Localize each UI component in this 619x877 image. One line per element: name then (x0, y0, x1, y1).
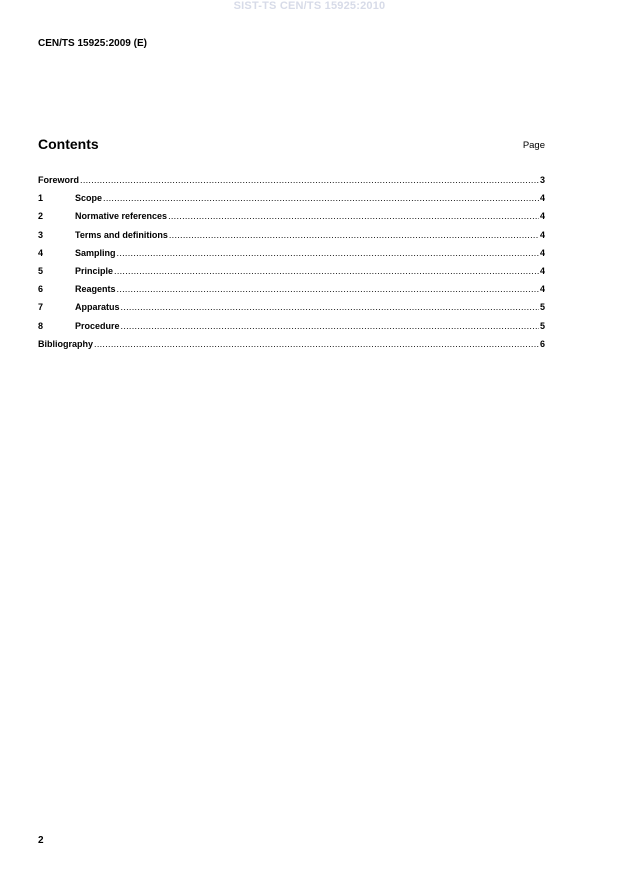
toc-entry-normative-references[interactable] (38, 211, 545, 229)
toc-leader-dots (80, 175, 539, 185)
toc-entry-principle[interactable] (38, 266, 545, 284)
toc-entry-terms-and-definitions[interactable] (38, 230, 545, 248)
toc-entry-page: 4 (539, 211, 545, 222)
toc-entry-page: 6 (539, 338, 545, 349)
toc-entry-title: Sampling (75, 247, 116, 258)
toc-entry-title: Principle (75, 265, 114, 276)
toc-entry-procedure[interactable] (38, 321, 545, 339)
toc-leader-dots (114, 266, 539, 276)
toc-leader-dots (121, 321, 539, 331)
toc-entry-title: Scope (75, 193, 103, 204)
toc-leader-dots (103, 193, 539, 203)
toc-entry-page: 5 (539, 302, 545, 313)
toc-entry-page: 3 (539, 175, 545, 185)
toc-entry-page: 4 (539, 229, 545, 240)
toc-leader-dots (94, 339, 539, 349)
toc-entry-number: 1 (38, 193, 44, 204)
toc-leader-dots (168, 211, 539, 221)
contents-heading: Contents (38, 136, 99, 152)
toc-entry-title: Bibliography (38, 338, 94, 349)
watermark: SIST-TS CEN/TS 15925:2010 (233, 0, 386, 12)
toc-entry-title: Apparatus (75, 302, 120, 313)
toc-entry-number: 6 (38, 284, 44, 295)
toc-entry-page: 4 (539, 247, 545, 258)
toc-entry-page: 4 (539, 265, 545, 276)
toc-entry-apparatus[interactable] (38, 302, 545, 320)
toc-entry-reagents[interactable] (38, 284, 545, 302)
toc-leader-dots (117, 284, 539, 294)
toc-entry-title: Normative references (75, 211, 168, 222)
toc-entry-title: Reagents (75, 284, 116, 295)
toc-leader-dots (121, 302, 539, 312)
toc-entry-title: Terms and definitions (75, 229, 168, 240)
toc-entry-number: 5 (38, 265, 44, 276)
toc-entry-bibliography[interactable] (38, 339, 545, 357)
toc-entry-number: 4 (38, 247, 44, 258)
document-id: CEN/TS 15925:2009 (E) (38, 38, 147, 49)
page-number: 2 (38, 835, 44, 846)
toc-entry-number: 2 (38, 211, 44, 222)
toc-leader-dots (169, 230, 539, 240)
toc-entry-number: 8 (38, 320, 44, 331)
toc-entry-number: 3 (38, 229, 44, 240)
toc-entry-page: 4 (539, 193, 545, 204)
toc-entry-page: 4 (539, 284, 545, 295)
page-column-label: Page (522, 140, 545, 151)
toc-entry-number: 7 (38, 302, 44, 313)
table-of-contents (38, 175, 545, 357)
toc-entry-sampling[interactable] (38, 248, 545, 266)
toc-entry-title: Foreword (38, 175, 80, 185)
toc-entry-page: 5 (539, 320, 545, 331)
toc-entry-scope[interactable] (38, 193, 545, 211)
toc-entry-title: Procedure (75, 320, 120, 331)
toc-entry-foreword[interactable] (38, 175, 545, 193)
toc-leader-dots (117, 248, 539, 258)
